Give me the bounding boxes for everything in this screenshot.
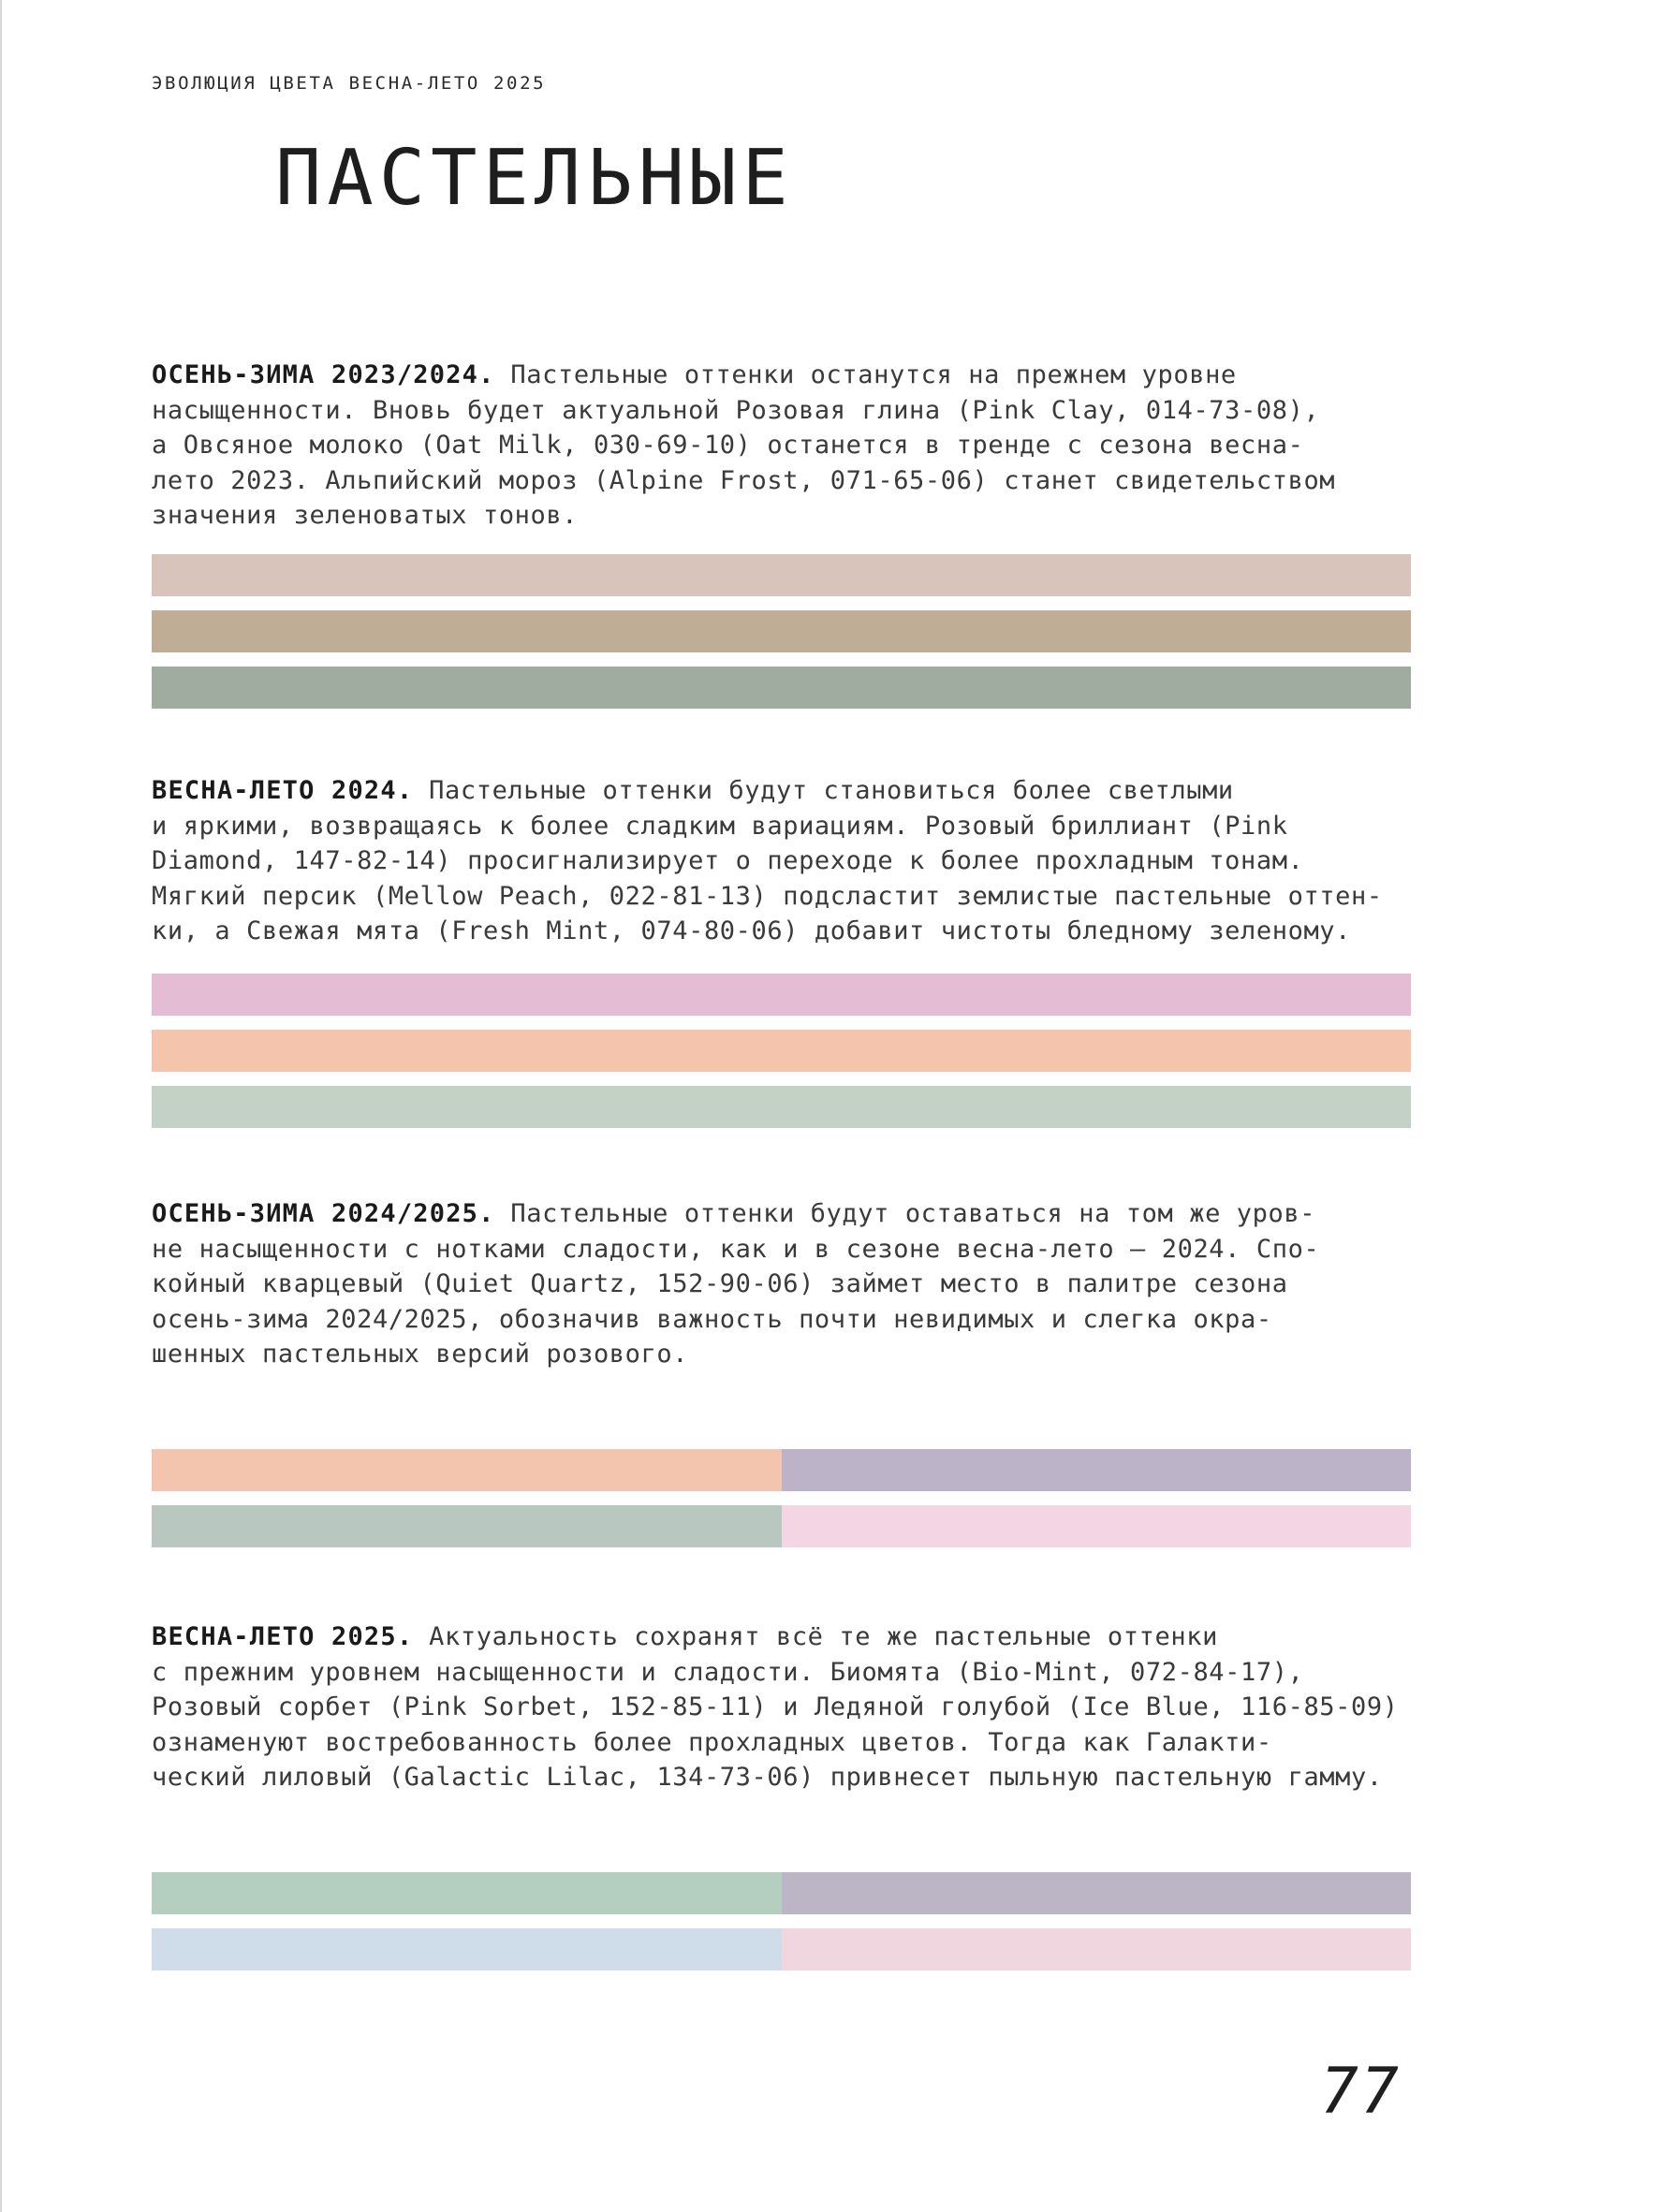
- color-swatch: [152, 1505, 782, 1547]
- section-paragraph: [152, 1196, 1420, 1372]
- color-swatch-mellow-peach: [152, 1030, 1411, 1072]
- swatch-group-fw-2024-2025: [152, 1449, 1411, 1561]
- season-label: ВЕСНА-ЛЕТО 2025.: [152, 1622, 414, 1651]
- swatch-group-ss-2025: [152, 1872, 1411, 1985]
- section-text: Актуальность сохранят всё те же пастельные оттенки с прежним уровнем насыщенности и сладости. Биомята (Bio-Mint, 072-84-17), Розовый сорбет (Pink Sorbet, 152-85-11) и Ледяной голубой (Ice Blue, 116-85-09) ознаменуют востребованность более прохладных цветов. Тогда как Галакти- ческий лиловый (Galactic Lilac, 134-73-06) привнесет пыльную пастельную гамму.: [152, 1622, 1399, 1792]
- section-text: Пастельные оттенки будут оставаться на том же уров- не насыщенности с нотками сладости, как и в сезоне весна-лето — 2024. Спо- койный кварцевый (Quiet Quartz, 152-90-06) займет место в палитре сезона осень-зима 2024/2025, обозначив важность почти невидимых и слегка окра- шенных пастельных версий розового.: [152, 1199, 1320, 1369]
- running-head: ЭВОЛЮЦИЯ ЦВЕТА ВЕСНА-ЛЕТО 2025: [152, 73, 547, 94]
- season-label: ОСЕНЬ-ЗИМА 2024/2025.: [152, 1199, 495, 1228]
- color-swatch-bio-mint: [152, 1872, 782, 1914]
- section-text: Пастельные оттенки останутся на прежнем уровне насыщенности. Вновь будет актуальной Розовая глина (Pink Clay, 014-73-08), а Овсяное молоко (Oat Milk, 030-69-10) останется в тренде с сезона весна- лето 2023. Альпийский мороз (Alpine Frost, 071-65-06) станет свидетельством значения зеленоватых тонов.: [152, 360, 1336, 530]
- color-swatch: [782, 1449, 1412, 1491]
- color-swatch-quiet-quartz: [782, 1505, 1412, 1547]
- color-swatch-oat-milk: [152, 610, 1411, 652]
- section-paragraph: [152, 1619, 1420, 1795]
- swatch-group-fw-2023-2024: [152, 554, 1411, 723]
- section-paragraph: [152, 358, 1420, 534]
- color-swatch-ice-blue: [152, 1928, 782, 1970]
- color-swatch-pink-clay: [152, 554, 1411, 596]
- swatch-group-ss-2024: [152, 974, 1411, 1142]
- season-label: ОСЕНЬ-ЗИМА 2023/2024.: [152, 360, 495, 389]
- swatch-row: [152, 1449, 1411, 1491]
- swatch-row: [152, 1928, 1411, 1970]
- swatch-row: [152, 1872, 1411, 1914]
- swatch-row: [152, 1505, 1411, 1547]
- section-ss-2024: [152, 773, 1420, 949]
- color-swatch-pink-diamond: [152, 974, 1411, 1016]
- section-fw-2023-2024: [152, 358, 1420, 534]
- color-swatch: [152, 1449, 782, 1491]
- color-swatch-alpine-frost: [152, 667, 1411, 709]
- section-text: Пастельные оттенки будут становиться более светлыми и яркими, возвращаясь к более сладким вариациям. Розовый бриллиант (Pink Diamond, 147-82-14) просигнализирует о переходе к более прохладным тонам. Мягкий персик (Mellow Peach, 022-81-13) подсластит землистые пастельные оттен- ки, а Свежая мята (Fresh Mint, 074-80-06) добавит чистоты бледному зеленому.: [152, 776, 1383, 945]
- page-title: ПАСТЕЛЬНЫЕ: [275, 134, 794, 223]
- section-ss-2025: [152, 1619, 1420, 1795]
- color-swatch-galactic-lilac: [782, 1872, 1412, 1914]
- page-number: 77: [1320, 2055, 1401, 2129]
- page-edge: [0, 0, 2, 2212]
- section-fw-2024-2025: [152, 1196, 1420, 1372]
- color-swatch-pink-sorbet: [782, 1928, 1412, 1970]
- season-label: ВЕСНА-ЛЕТО 2024.: [152, 776, 414, 805]
- section-paragraph: [152, 773, 1420, 949]
- color-swatch-fresh-mint: [152, 1086, 1411, 1128]
